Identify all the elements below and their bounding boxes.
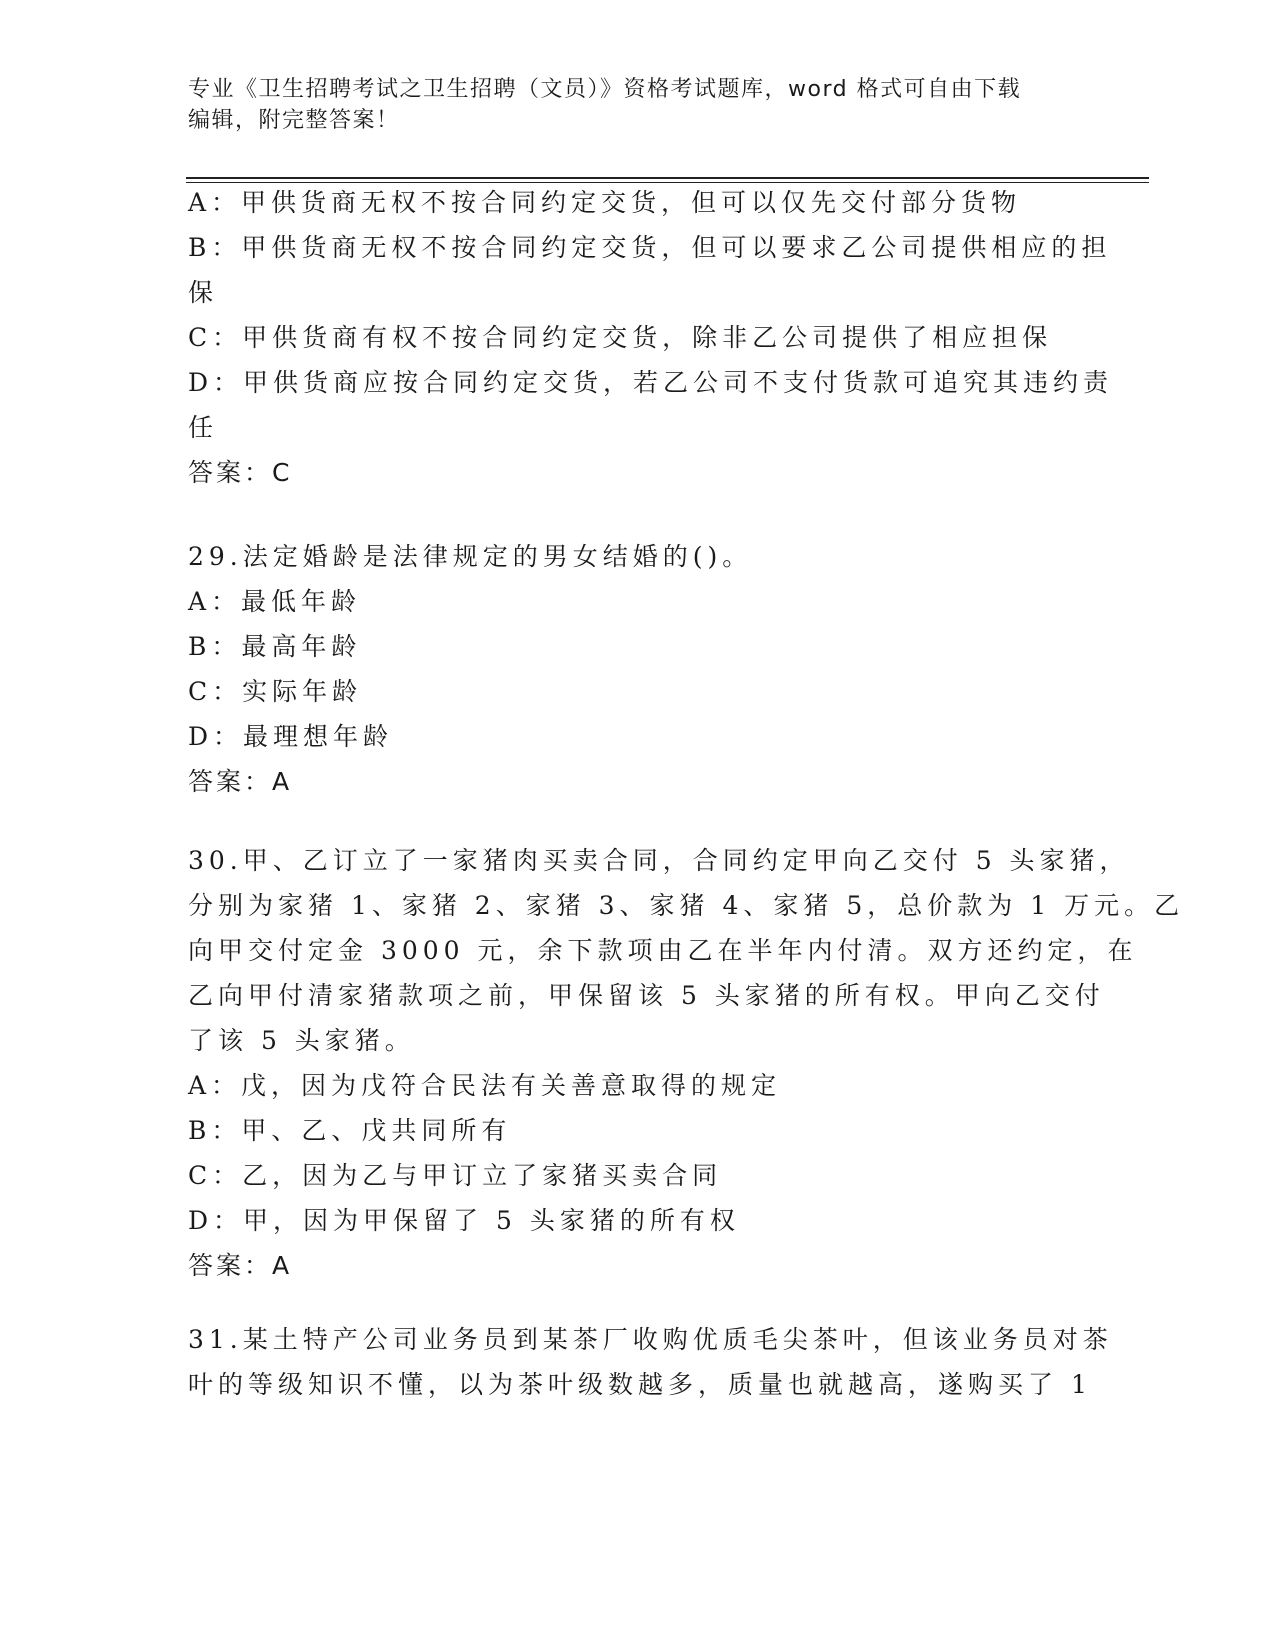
option-c: C：甲供货商有权不按合同约定交货，除非乙公司提供了相应担保 [188,323,1053,352]
question-stem: 乙向甲付清家猪款项之前，甲保留该 5 头家猪的所有权。甲向乙交付 [188,981,1105,1010]
option-c: C：实际年龄 [188,677,363,706]
header-line: 编辑，附完整答案！ [188,108,400,133]
option-b-continued: 保 [188,278,219,307]
question-29 [188,534,752,804]
option-d: D：最理想年龄 [188,722,394,751]
option-c: C：乙，因为乙与甲订立了家猪买卖合同 [188,1161,723,1190]
question-stem: 31.某土特产公司业务员到某茶厂收购优质毛尖茶叶，但该业务员对茶 [188,1325,1113,1354]
document-header [188,74,1088,136]
question-stem: 30.甲、乙订立了一家猪肉买卖合同，合同约定甲向乙交付 5 头家猪， [188,846,1130,875]
question-stem: 叶的等级知识不懂，以为茶叶级数越多，质量也就越高，遂购买了 1 [188,1370,1092,1399]
header-divider-thick [186,177,1149,179]
option-d-continued: 任 [188,413,219,442]
question-28-options [188,180,1113,495]
question-stem: 29.法定婚龄是法律规定的男女结婚的()。 [188,542,753,571]
question-stem: 向甲交付定金 3000 元，余下款项由乙在半年内付清。双方还约定，在 [188,936,1138,965]
answer-label: 答案：C [188,458,293,487]
header-line: 专业《卫生招聘考试之卫生招聘（文员）》资格考试题库，word 格式可自由下载 [188,77,1022,102]
option-b: B：最高年龄 [188,632,362,661]
option-d: D：甲供货商应按合同约定交货，若乙公司不支付货款可追究其违约责 [188,368,1114,397]
question-stem: 分别为家猪 1、家猪 2、家猪 3、家猪 4、家猪 5，总价款为 1 万元。乙 [188,891,1185,920]
option-b: B：甲供货商无权不按合同约定交货，但可以要求乙公司提供相应的担 [188,233,1112,262]
option-a: A：最低年龄 [188,587,362,616]
option-d: D：甲，因为甲保留了 5 头家猪的所有权 [188,1206,740,1235]
question-30 [188,838,1184,1288]
option-b: B：甲、乙、戊共同所有 [188,1116,512,1145]
answer-label: 答案：A [188,767,293,796]
question-stem: 了该 5 头家猪。 [188,1026,415,1055]
option-a: A：甲供货商无权不按合同约定交货，但可以仅先交付部分货物 [188,188,1022,217]
option-a: A：戊，因为戊符合民法有关善意取得的规定 [188,1071,782,1100]
answer-label: 答案：A [188,1251,293,1280]
question-31 [188,1317,1113,1407]
